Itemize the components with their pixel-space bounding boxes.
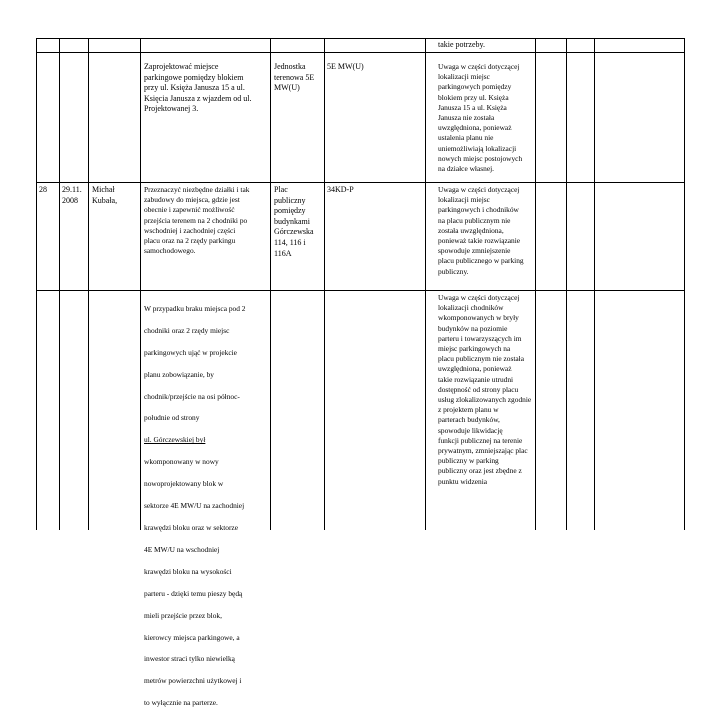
location-cell: Jednostka terenowa 5E MW(U)	[274, 62, 315, 93]
request-cell: Przeznaczyć niezbędne działki i tak zabudowy do miejsca, gdzie jest obecnie i zapewnić możliwość przejścia terenem na 2 chodniki po wschodniej i zachodniej części placu oraz na 2 rzędy parkingu samochodowego.	[144, 185, 250, 256]
request-line: nowoprojektowany blok w	[144, 479, 224, 489]
request-line: sektorze 4E MW/U na zachodniej	[144, 501, 245, 511]
request-line: mieli przejście przez blok,	[144, 610, 222, 620]
request-cell	[144, 293, 269, 720]
request-line: parteru - dzięki temu pieszy będą	[144, 588, 243, 598]
zone-cell: 5E MW(U)	[327, 62, 364, 71]
date-cell: 29.11. 2008	[62, 185, 82, 205]
request-line: południe od strony	[144, 413, 200, 423]
request-line: chodniki oraz 2 rzędy miejsc	[144, 325, 230, 335]
zone-cell: 34KD-P	[327, 185, 354, 194]
request-line: to wyłącznie na parterze.	[144, 698, 218, 708]
request-line: planu zobowiązanie, by	[144, 369, 214, 379]
response-cell: Uwaga w części dotyczącej lokalizacji miejsc parkingowych pomiędzy blokiem przy ul. Księża Janusza 15 a ul. Księża Janusza nie została uwzględniona, ponieważ ustalenia planu nie uniemożliwiają lokalizacji nowych miejsc postojowych na działce własnej.	[438, 62, 523, 174]
request-line-underlined: ul. Górczewskiej był	[144, 435, 206, 445]
response-cell: Uwaga w części dotyczącej lokalizacji miejsc parkingowych i chodników na placu publicznym nie została uwzględniona, ponieważ takie rozwiązanie spowoduje zmniejszenie placu publicznego w parking publiczny.	[438, 185, 524, 276]
request-cell: Zaprojektować miejsce parkingowe pomiędzy blokiem przy ul. Księża Janusza 15 a ul. Księcia Janusza z wjazdem od ul. Projektowanej 3.	[144, 62, 252, 114]
row-number: 28	[39, 185, 47, 194]
request-line: kierowcy miejsca parkingowe, a	[144, 632, 240, 642]
request-line: W przypadku braku miejsca pod 2	[144, 303, 246, 313]
request-line: metrów powierzchni użytkowej i	[144, 676, 242, 686]
response-cell: takie potrzeby.	[438, 40, 486, 49]
request-line: 4E MW/U na wschodniej	[144, 544, 220, 554]
request-line: krawędzi bloku oraz w sektorze	[144, 523, 238, 533]
author-cell: Michał Kubała,	[92, 185, 118, 205]
response-cell: Uwaga w części dotyczącej lokalizacji chodników wkomponowanych w bryły budynków na poziomie parteru i towarzyszących im miejsc parkingowych na placu publicznym nie została uwzględniona, ponieważ takie rozwiązanie utrudni dostępność od strony placu usług zlokalizowanych zgodnie z projektem planu w parterach budynków, spowoduje likwidację funkcji publicznej na terenie prywatnym, zmniejszając plac publiczny w parking publiczny oraz jest zbędne z punktu widzenia	[438, 293, 532, 486]
request-line: parkingowych ująć w projekcie	[144, 347, 237, 357]
request-line: wkomponowany w nowy	[144, 457, 219, 467]
request-line: krawędzi bloku na wysokości	[144, 566, 232, 576]
request-line: inwestor straci tylko niewielką	[144, 654, 235, 664]
location-cell: Plac publiczny pomiędzy budynkami Górczewska 114, 116 i 116A	[274, 185, 314, 258]
request-line: chodnik/przejście na osi północ-	[144, 391, 240, 401]
